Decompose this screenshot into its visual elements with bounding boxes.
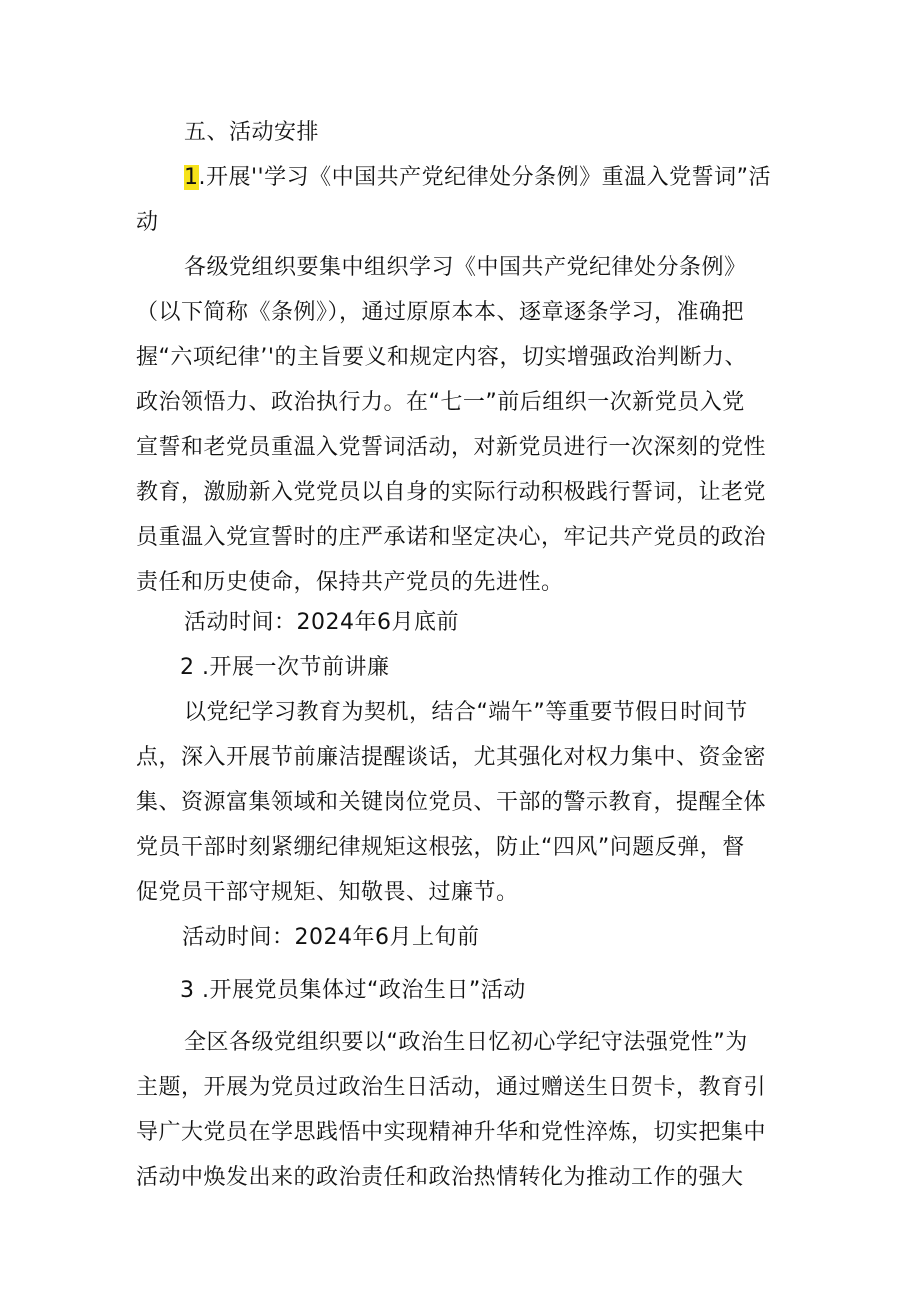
item1-paragraph-line: 教育，激励新入党党员以自身的实际行动积极践行誓词，让老党 [136,480,767,505]
item2-title: 2 .开展一次节前讲廉 [180,655,390,680]
section-heading: 五、活动安排 [184,120,320,145]
item1-paragraph-line: （以下简称《条例》），通过原原本本、逐章逐条学习，准确把 [136,300,745,325]
item3-paragraph-line: 全区各级党组织要以“政治生日忆初心学纪守法强党性”为 [184,1030,748,1055]
item2-paragraph-line: 点，深入开展节前廉洁提醒谈话，尤其强化对权力集中、资金密 [136,745,767,770]
item1-paragraph-line: 握“六项纪律’'的主旨要义和规定内容，切实增强政治判断力、 [136,345,747,370]
item1-paragraph-line: 政治领悟力、政治执行力。在“七一”前后组织一次新党员入党 [136,390,745,415]
item1-activity-time: 活动时间：2024年6月底前 [184,610,459,635]
item2-paragraph-line: 促党员干部守规矩、知敬畏、过廉节。 [136,880,519,905]
item1-title-continued: 动 [136,210,159,235]
item3-paragraph-line: 活动中焕发出来的政治责任和政治热情转化为推动工作的强大 [136,1165,744,1190]
item1-paragraph-line: 员重温入党宣誓时的庄严承诺和坚定决心，牢记共产党员的政治 [136,525,767,550]
item2-paragraph-line: 以党纪学习教育为契机，结合“端午”等重要节假日时间节 [184,700,748,725]
item1-paragraph-line: 各级党组织要集中组织学习《中国共产党纪律处分条例》 [184,255,747,280]
item2-paragraph-line: 党员干部时刻紧绷纪律规矩这根弦，防止“四风”问题反弹，督 [136,835,745,860]
item2-paragraph-line: 集、资源富集领域和关键岗位党员、干部的警示教育，提醒全体 [136,790,767,815]
item3-title: 3 .开展党员集体过“政治生日”活动 [180,978,526,1003]
item1-paragraph-line: 宣誓和老党员重温入党誓词活动，对新党员进行一次深刻的党性 [136,435,767,460]
item3-paragraph-line: 主题，开展为党员过政治生日活动，通过赠送生日贺卡，教育引 [136,1075,767,1100]
item1-title [184,163,771,193]
item1-title-text: .开展''学习《中国共产党纪律处分条例》重温入党誓词”活 [198,165,771,190]
item1-paragraph-line: 责任和历史使命，保持共产党员的先进性。 [136,570,564,595]
item1-number-highlight: 1 [184,165,199,190]
item3-paragraph-line: 导广大党员在学思践悟中实现精神升华和党性淬炼，切实把集中 [136,1120,767,1145]
item2-activity-time: 活动时间：2024年6月上旬前 [182,925,480,950]
